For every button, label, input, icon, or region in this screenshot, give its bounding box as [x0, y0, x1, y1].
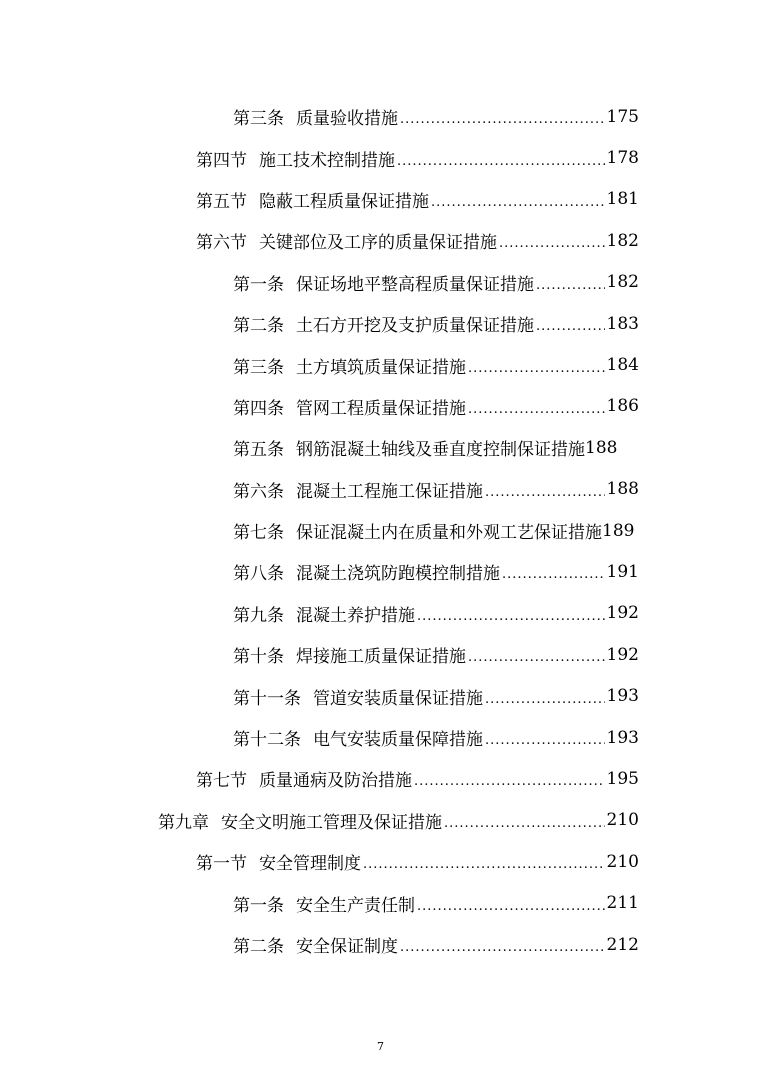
toc-leader-dots: [414, 769, 605, 788]
toc-entry-title: 管道安装质量保证措施: [313, 688, 483, 709]
toc-entry-title: 电气安装质量保障措施: [313, 730, 483, 751]
toc-leader-dots: [417, 604, 605, 623]
toc-entry[interactable]: [0, 96, 761, 137]
toc-entry-page: 191: [606, 561, 639, 582]
toc-entry[interactable]: [0, 882, 761, 923]
toc-entry-number: 第四条: [233, 398, 284, 419]
toc-entry-number: 第一条: [233, 274, 284, 295]
toc-entry[interactable]: [0, 634, 761, 675]
toc-entry-page: 188: [606, 479, 639, 500]
table-of-contents: [0, 96, 761, 965]
toc-entry-title: 质量验收措施: [296, 109, 398, 130]
toc-entry-page: 183: [606, 313, 639, 334]
toc-entry[interactable]: [0, 386, 761, 427]
toc-leader-dots: [363, 852, 605, 871]
toc-entry-title: 安全生产责任制: [296, 895, 415, 916]
toc-entry-page: 175: [606, 106, 639, 127]
toc-entry-page: 182: [606, 272, 639, 293]
toc-entry-title: 安全管理制度: [259, 854, 361, 875]
toc-leader-dots: [499, 231, 605, 250]
toc-entry-page: 210: [606, 810, 639, 831]
toc-entry-title: 保证场地平整高程质量保证措施: [296, 274, 534, 295]
toc-entry[interactable]: [0, 675, 761, 716]
toc-entry-number: 第六节: [196, 233, 247, 254]
toc-leader-dots: [468, 397, 605, 416]
toc-leader-dots: [400, 107, 605, 126]
toc-entry-page: 192: [606, 603, 639, 624]
toc-entry[interactable]: [0, 469, 761, 510]
toc-entry-number: 第三条: [233, 357, 284, 378]
toc-leader-dots: [444, 811, 605, 830]
toc-entry-page: 184: [606, 355, 639, 376]
toc-entry-number: 第七条: [233, 523, 284, 544]
toc-entry-title: 关键部位及工序的质量保证措施: [259, 233, 497, 254]
toc-leader-dots: [536, 314, 605, 333]
toc-entry-number: 第一条: [233, 895, 284, 916]
toc-entry[interactable]: [0, 800, 761, 841]
toc-entry-title: 混凝土工程施工保证措施: [296, 481, 483, 502]
toc-entry-number: 第六条: [233, 481, 284, 502]
toc-entry-page: 193: [606, 727, 639, 748]
toc-entry-number: 第七节: [196, 771, 247, 792]
toc-entry-page: 186: [606, 396, 639, 417]
toc-entry-page: 212: [606, 934, 639, 955]
toc-entry-number: 第十条: [233, 647, 284, 668]
toc-entry[interactable]: [0, 427, 761, 468]
toc-entry-page: 178: [606, 148, 639, 169]
toc-entry-page: 195: [606, 768, 639, 789]
toc-entry[interactable]: [0, 262, 761, 303]
toc-leader-dots: [485, 687, 605, 706]
toc-entry[interactable]: [0, 137, 761, 178]
toc-leader-dots: [417, 894, 605, 913]
toc-leader-dots: [431, 190, 605, 209]
toc-entry-number: 第二条: [233, 316, 284, 337]
toc-leader-dots: [400, 935, 605, 954]
toc-entry-page: 189: [602, 520, 635, 541]
toc-entry-title: 隐蔽工程质量保证措施: [259, 191, 429, 212]
toc-entry-page: 188: [585, 437, 618, 458]
toc-entry[interactable]: [0, 593, 761, 634]
toc-entry-number: 第十一条: [233, 688, 301, 709]
toc-leader-dots: [536, 273, 605, 292]
toc-entry[interactable]: [0, 510, 761, 551]
toc-entry[interactable]: [0, 179, 761, 220]
toc-entry-title: 质量通病及防治措施: [259, 771, 412, 792]
toc-entry-title: 土石方开挖及支护质量保证措施: [296, 316, 534, 337]
toc-entry-page: 181: [606, 189, 639, 210]
toc-entry-page: 182: [606, 230, 639, 251]
toc-entry-title: 安全保证制度: [296, 937, 398, 957]
toc-leader-dots: [468, 356, 605, 375]
toc-entry-title: 保证混凝土内在质量和外观工艺保证措施: [296, 523, 602, 544]
toc-entry[interactable]: [0, 551, 761, 592]
toc-entry[interactable]: [0, 220, 761, 261]
toc-entry-number: 第二条: [233, 937, 284, 957]
toc-entry[interactable]: [0, 717, 761, 758]
toc-entry-number: 第一节: [196, 854, 247, 875]
toc-entry-title: 施工技术控制措施: [259, 150, 395, 171]
toc-entry-number: 第五节: [196, 191, 247, 212]
toc-entry-number: 第八条: [233, 564, 284, 585]
toc-entry[interactable]: [0, 303, 761, 344]
toc-entry-number: 第四节: [196, 150, 247, 171]
toc-entry-page: 193: [606, 686, 639, 707]
toc-entry-page: 211: [606, 893, 639, 914]
toc-entry[interactable]: [0, 344, 761, 385]
toc-entry-title: 钢筋混凝土轴线及垂直度控制保证措施: [296, 440, 585, 461]
toc-leader-dots: [468, 645, 605, 664]
toc-entry[interactable]: [0, 758, 761, 799]
toc-entry-title: 混凝土养护措施: [296, 605, 415, 626]
toc-entry-title: 管网工程质量保证措施: [296, 398, 466, 419]
toc-entry-number: 第三条: [233, 109, 284, 130]
toc-entry-page: 192: [606, 644, 639, 665]
toc-entry-page: 210: [606, 851, 639, 872]
toc-entry-number: 第九章: [158, 812, 209, 833]
toc-entry[interactable]: [0, 924, 761, 965]
toc-leader-dots: [485, 480, 605, 499]
toc-leader-dots: [502, 562, 605, 581]
toc-entry[interactable]: [0, 841, 761, 882]
toc-entry-number: 第九条: [233, 605, 284, 626]
toc-entry-title: 土方填筑质量保证措施: [296, 357, 466, 378]
toc-entry-number: 第五条: [233, 440, 284, 461]
toc-entry-number: 第十二条: [233, 730, 301, 751]
toc-entry-title: 安全文明施工管理及保证措施: [221, 812, 442, 833]
toc-leader-dots: [397, 149, 605, 168]
page-number: 7: [377, 1040, 384, 1053]
toc-entry-title: 焊接施工质量保证措施: [296, 647, 466, 668]
toc-entry-title: 混凝土浇筑防跑模控制措施: [296, 564, 500, 585]
toc-leader-dots: [485, 728, 605, 747]
